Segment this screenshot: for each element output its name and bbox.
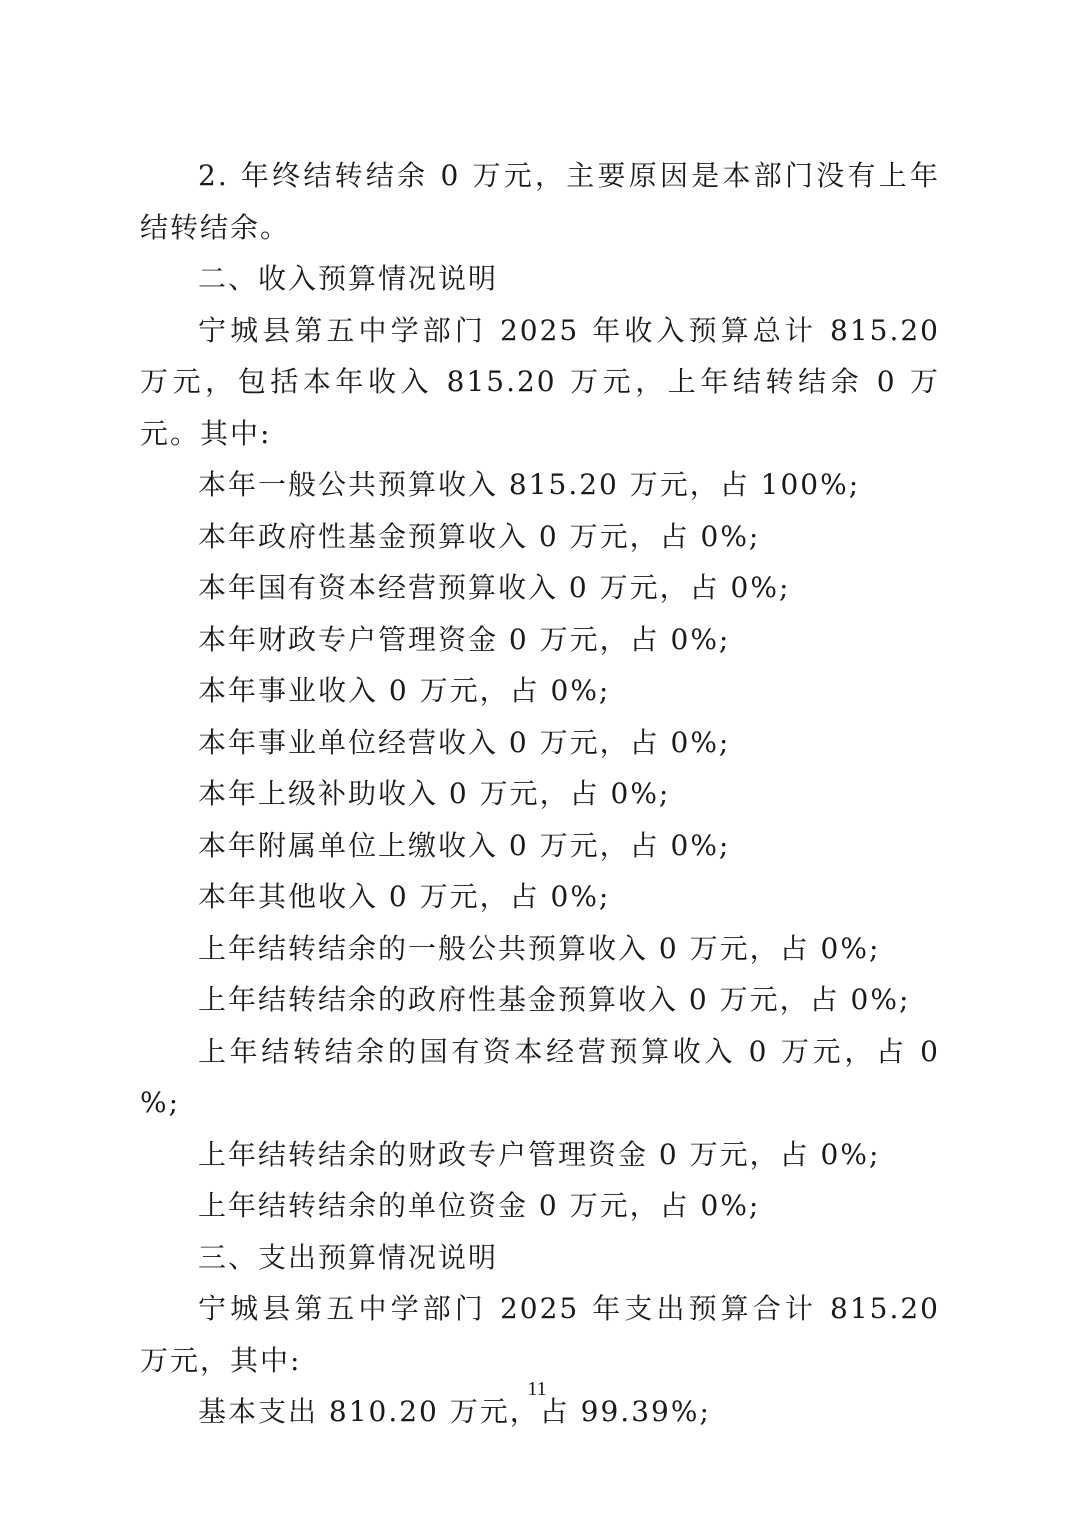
income-item-state-capital: 本年国有资本经营预算收入 0 万元，占 0%;	[198, 571, 791, 604]
page-number: 11	[527, 1378, 547, 1400]
expenditure-item-basic: 基本支出 810.20 万元，占 99.39%;	[198, 1395, 711, 1428]
income-item-superior-subsidy: 本年上级补助收入 0 万元，占 0%;	[198, 777, 671, 810]
income-item-affiliated-unit: 本年附属单位上缴收入 0 万元，占 0%;	[198, 828, 731, 862]
income-item-fiscal-account: 本年财政专户管理资金 0 万元，占 0%;	[198, 622, 731, 656]
paragraph-income-total: 宁城县第五中学部门 2025 年收入预算总计 815.20 万元，包括本年收入 815.20 万元，上年结转结余 0 万元。其中:	[140, 313, 940, 450]
carryover-item-general-public: 上年结转结余的一般公共预算收入 0 万元，占 0%;	[198, 931, 881, 965]
carryover-item-state-capital: 上年结转结余的国有资本经营预算收入 0 万元，占 0 %;	[140, 1034, 940, 1119]
carryover-item-gov-fund: 上年结转结余的政府性基金预算收入 0 万元，占 0%;	[198, 983, 911, 1016]
section-heading-expenditure: 三、支出预算情况说明	[198, 1240, 499, 1274]
income-item-unit-operation: 本年事业单位经营收入 0 万元，占 0%;	[198, 725, 731, 759]
income-item-gov-fund: 本年政府性基金预算收入 0 万元，占 0%;	[198, 519, 761, 553]
section-heading-income: 二、收入预算情况说明	[198, 262, 499, 295]
carryover-item-fiscal-account: 上年结转结余的财政专户管理资金 0 万元，占 0%;	[198, 1137, 881, 1171]
income-item-general-public: 本年一般公共预算收入 815.20 万元，占 100%;	[198, 468, 861, 501]
paragraph-expenditure-total: 宁城县第五中学部门 2025 年支出预算合计 815.20 万元，其中:	[140, 1292, 940, 1377]
paragraph-carryover-note: 2. 年终结转结余 0 万元，主要原因是本部门没有上年结转结余。	[140, 159, 940, 244]
income-item-business: 本年事业收入 0 万元，占 0%;	[198, 674, 611, 707]
income-item-other: 本年其他收入 0 万元，占 0%;	[198, 880, 611, 913]
body-text	[140, 150, 940, 1438]
carryover-item-unit-funds: 上年结转结余的单位资金 0 万元，占 0%;	[198, 1189, 761, 1222]
